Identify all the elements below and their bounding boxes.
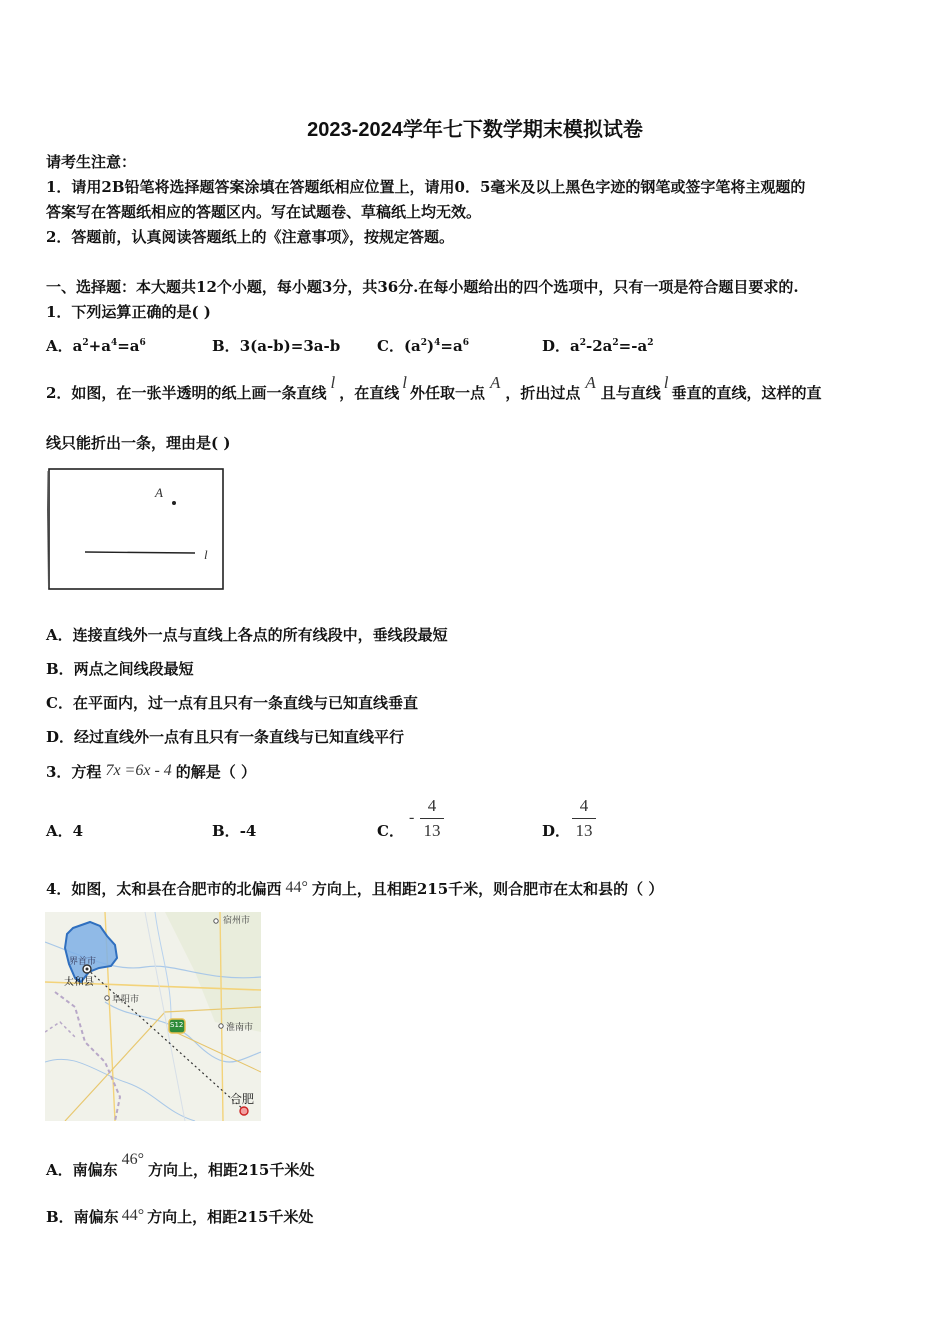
q2-option-d: D．经过直线外一点有且只有一条直线与已知直线平行 bbox=[46, 728, 405, 746]
q1-stem: 1．下列运算正确的是( ) bbox=[46, 303, 211, 321]
notice-heading: 请考生注意： bbox=[46, 153, 137, 171]
fig-label-l: l bbox=[204, 547, 208, 562]
notice-line-1: 1．请用2B铅笔将选择题答案涂填在答题纸相应位置上，请用0．5毫米及以上黑色字迹的钢笔或签字笔将主观题的 bbox=[46, 178, 806, 196]
q3-option-a: A．4 bbox=[46, 822, 84, 840]
hefei-marker bbox=[240, 1107, 248, 1115]
q3-option-c-fraction: 4 13 bbox=[420, 796, 444, 841]
q4-option-a: A．南偏东46°方向上，相距215千米处 bbox=[46, 1151, 315, 1179]
q2-option-b: B．两点之间线段最短 bbox=[46, 660, 194, 678]
q2-figure bbox=[47, 467, 225, 591]
q3-stem: 3．方程 7x =6x - 4 的解是（ ） bbox=[46, 762, 256, 781]
q4-option-b: B．南偏东 44° 方向上，相距215千米处 bbox=[46, 1207, 314, 1226]
q2-option-c: C．在平面内，过一点有且只有一条直线与已知直线垂直 bbox=[46, 694, 418, 712]
q2-stem-line-2: 线只能折出一条，理由是( ) bbox=[46, 434, 231, 452]
map-label-jieshou: 界首市 bbox=[69, 957, 97, 967]
section-heading: 一、选择题：本大题共12个小题，每小题3分，共36分.在每小题给出的四个选项中，只有一项是符合题目要求的. bbox=[46, 278, 799, 296]
q1-option-a: A．$a^2+a^4=a^6$ bbox=[46, 337, 146, 355]
point-a-dot bbox=[172, 501, 176, 505]
map-label-road: S12 bbox=[170, 1021, 184, 1029]
q2-option-a: A．连接直线外一点与直线上各点的所有线段中，垂线段最短 bbox=[46, 626, 448, 644]
notice-line-1b: 答案写在答题纸相应的答题区内。写在试题卷、草稿纸上均无效。 bbox=[46, 203, 482, 221]
fig-label-a: A bbox=[155, 485, 163, 500]
map-label-suzhou: 宿州市 bbox=[223, 916, 251, 926]
line-l bbox=[85, 552, 195, 553]
q3-option-c: C． bbox=[377, 822, 404, 840]
q4-stem: 4．如图，太和县在合肥市的北偏西 44° 方向上，且相距215千米，则合肥市在太和县的（ ） bbox=[46, 879, 664, 898]
map-label-taihe: 太和县 bbox=[64, 977, 94, 988]
q3-option-c-sign: - bbox=[409, 809, 415, 826]
q1-option-c: C．$(a^2)^4=a^6$ bbox=[377, 337, 469, 355]
q3-option-d: D． bbox=[542, 822, 571, 840]
q3-option-d-fraction: 4 13 bbox=[572, 796, 596, 841]
page-title: 2023-2024学年七下数学期末模拟试卷 bbox=[307, 119, 643, 141]
q1-option-d: D．$a^2-2a^2=-a^2$ bbox=[542, 337, 654, 355]
map-label-fuyang: 阜阳市 bbox=[112, 995, 140, 1005]
q1-option-b: B．3(a-b)=3a-b bbox=[212, 337, 341, 355]
q4-map bbox=[45, 912, 261, 1121]
map-label-huainan: 淮南市 bbox=[226, 1023, 254, 1033]
q2-stem-line-1: 2．如图，在一张半透明的纸上画一条直线l，在直线l外任取一点A，折出过点A且与直线l垂直的直线，这样的直 bbox=[46, 373, 822, 402]
notice-line-2: 2．答题前，认真阅读答题纸上的《注意事项》，按规定答题。 bbox=[46, 228, 454, 246]
map-label-hefei: 合肥 bbox=[230, 1092, 255, 1106]
q3-option-b: B．-4 bbox=[212, 822, 257, 840]
